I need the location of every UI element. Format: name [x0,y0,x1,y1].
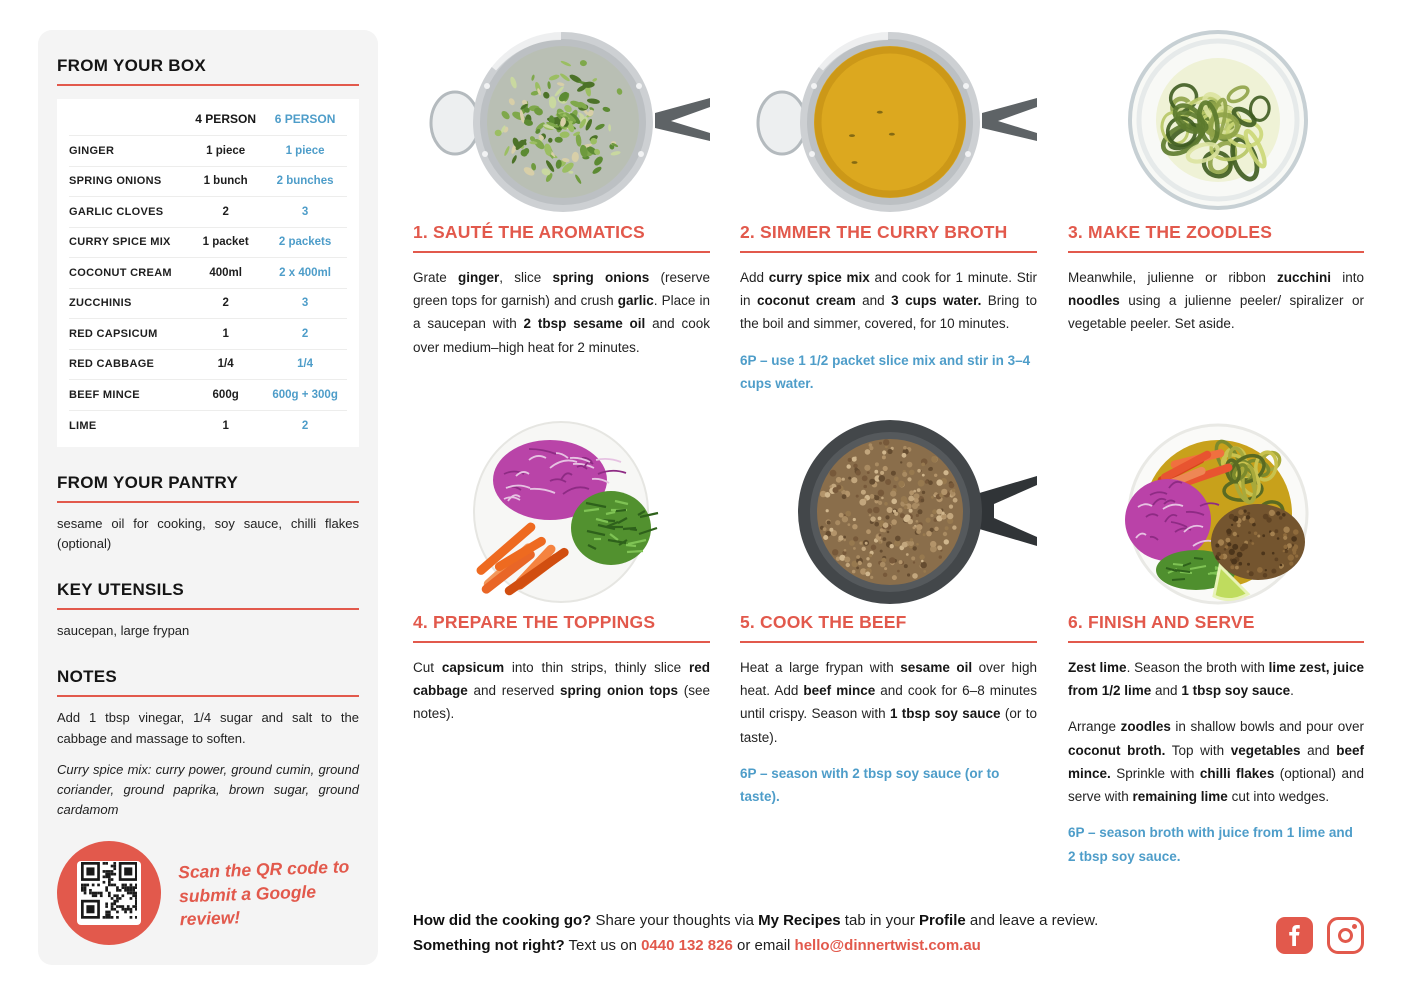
google-review-block [57,841,369,945]
step-divider [413,641,710,643]
step-6p-note: 6P – use 1 1/2 packet slice mix and stir in 3–4 cups water. [740,352,1031,391]
table-row [69,350,347,381]
footer [413,908,1203,958]
qr-circle [57,841,161,945]
box-section-title: FROM YOUR BOX [57,56,207,75]
photo-curry-broth [740,28,1037,216]
step-1-block [413,222,710,359]
table-row [69,136,347,167]
notes-section-title: NOTES [57,667,118,687]
qty-4-person: 2 [222,297,229,310]
phone-number[interactable]: 0440 132 826 [641,937,733,955]
table-row [69,258,347,289]
photo-finished-bowl [1068,418,1365,606]
email-link[interactable]: hello@dinnertwist.com.au [794,937,981,955]
facebook-icon[interactable] [1276,917,1313,954]
photo-zoodles [1068,28,1365,216]
utensils-text: saucepan, large frypan [57,623,190,639]
qty-6-person: 2 [301,419,309,432]
table-row [69,228,347,259]
photo-beef-mince [740,418,1037,606]
footer-text: Text us on [564,937,642,955]
step-2-block [740,222,1037,395]
photo-toppings [413,418,710,606]
step-6p-note: 6P – season broth with juice from 1 lime and 2 tbsp soy sauce. [1068,825,1353,864]
qty-4-person: 1 bunch [203,175,248,188]
ingredients-sidebar [38,30,378,965]
table-row [69,197,347,228]
ingredient-name: BEEF MINCE [69,388,140,401]
qr-caption: Scan the QR code to submit a Google review! [177,855,350,930]
footer-text: or email [732,937,795,955]
step-3-block [1068,222,1364,336]
step-2-title: 2. SIMMER THE CURRY BROTH [740,222,1008,242]
ingredient-name: LIME [69,419,97,432]
ingredient-name: GARLIC CLOVES [69,205,164,218]
qty-6-person: 3 [301,205,309,218]
table-row [69,411,347,442]
ingredient-name: SPRING ONIONS [69,175,162,188]
col-6-person: 6 PERSON [274,112,336,126]
footer-line-1: How did the cooking go? Share your thoughts via My Recipes tab in your Profile and leave a review. [413,912,1099,929]
section-divider [57,501,359,503]
step-divider [1068,251,1364,253]
ingredient-name: RED CABBAGE [69,358,155,371]
qty-6-person: 1/4 [297,358,314,371]
step-divider [740,251,1037,253]
qty-4-person: 1 packet [202,236,249,249]
step-6-block [1068,612,1364,868]
qty-4-person: 1 piece [206,144,246,157]
step-paragraph: Grate ginger, slice spring onions (reserve green tops for garnish) and crush garlic. Place in a saucepan with 2 tbsp sesame oil and cook over medium–high heat for 2 minutes. [413,270,710,355]
ingredients-table [57,99,359,447]
step-5-title: 5. COOK THE BEEF [740,612,907,632]
col-4-person: 4 PERSON [195,112,256,126]
qty-6-person: 2 x 400ml [279,266,331,279]
qty-4-person: 1 [222,419,229,432]
table-row [69,380,347,411]
pantry-text: sesame oil for cooking, soy sauce, chilli flakes (optional) [57,516,359,552]
ingredient-name: GINGER [69,144,115,157]
qty-6-person: 600g + 300g [272,388,338,401]
section-divider [57,84,359,86]
section-divider [57,695,359,697]
step-4-title: 4. PREPARE THE TOPPINGS [413,612,656,632]
qty-4-person: 1 [222,327,229,340]
step-paragraph: Meanwhile, julienne or ribbon zucchini into noodles using a julienne peeler/ spiralizer or vegetable peeler. Set aside. [1068,270,1364,332]
section-divider [57,608,359,610]
step-4-block [413,612,710,726]
ingredient-name: COCONUT CREAM [69,266,172,279]
step-divider [1068,641,1364,643]
qty-6-person: 1 piece [285,144,325,157]
table-header-row [69,103,347,136]
utensils-section-title: KEY UTENSILS [57,580,185,600]
photo-saute-aromatics [413,28,710,216]
footer-line-2 [413,933,1203,958]
instagram-icon[interactable] [1327,917,1364,954]
step-divider [740,641,1037,643]
notes-spice-mix-text: Curry spice mix: curry power, ground cumin, ground coriander, ground paprika, brown sugar, ground cardamom [57,761,359,817]
step-3-title: 3. MAKE THE ZOODLES [1068,222,1273,242]
instagram-dot [1352,924,1357,929]
qty-6-person: 2 [301,327,309,340]
step-divider [413,251,710,253]
qty-6-person: 3 [301,297,309,310]
instagram-lens [1338,928,1353,943]
ingredient-name: CURRY SPICE MIX [69,236,171,249]
step-paragraph: Zest lime. Season the broth with lime zest, juice from 1/2 lime and 1 tbsp soy sauce. [1068,660,1364,699]
ingredient-name: ZUCCHINIS [69,297,132,310]
table-row [69,289,347,320]
ingredient-name: RED CAPSICUM [69,327,158,340]
qty-4-person: 400ml [209,266,242,279]
qty-6-person: 2 bunches [276,175,334,188]
qty-4-person: 600g [212,388,239,401]
qty-6-person: 2 packets [278,236,332,249]
step-paragraph: Arrange zoodles in shallow bowls and pour over coconut broth. Top with vegetables and beef mince. Sprinkle with chilli flakes (optional) and serve with remaining lime cut into wedges. [1068,719,1364,805]
qr-code [81,862,138,924]
step-paragraph: Cut capsicum into thin strips, thinly slice red cabbage and reserved spring onion tops (see notes). [413,660,710,722]
step-6-title: 6. FINISH AND SERVE [1068,612,1255,632]
step-1-title: 1. SAUTÉ THE AROMATICS [413,222,645,242]
social-links [1276,917,1364,954]
qty-4-person: 1/4 [217,358,234,371]
notes-text: Add 1 tbsp vinegar, 1/4 sugar and salt to the cabbage and massage to soften. [57,710,359,746]
pantry-section-title: FROM YOUR PANTRY [57,473,239,492]
table-row [69,319,347,350]
footer-line-2-lead: Something not right? [413,937,565,955]
step-paragraph: Add curry spice mix and cook for 1 minute. Stir in coconut cream and 3 cups water. Bring to the boil and simmer, covered, for 10 minutes. [740,270,1038,332]
step-6p-note: 6P – season with 2 tbsp soy sauce (or to taste). [740,765,1000,805]
qty-4-person: 2 [222,205,229,218]
step-5-block [740,612,1037,808]
table-row [69,167,347,198]
step-paragraph: Heat a large frypan with sesame oil over high heat. Add beef mince and cook for 6–8 minutes until crispy. Season with 1 tbsp soy sauce (or to taste). [740,660,1038,745]
